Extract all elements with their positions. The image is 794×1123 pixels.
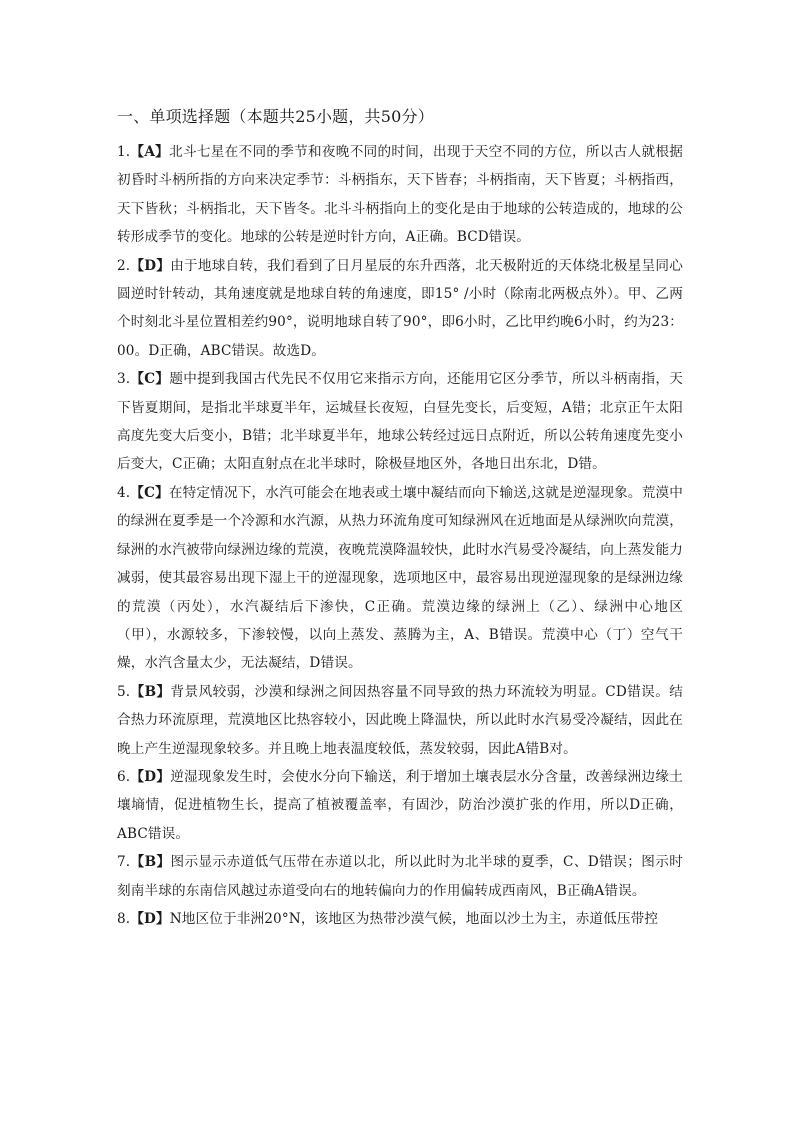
- item-explanation: N地区位于非洲20°N，该地区为热带沙漠气候，地面以沙土为主，赤道低压带控: [169, 910, 659, 927]
- item-number: 8.: [117, 910, 131, 927]
- item-answer: 【D】: [130, 768, 171, 785]
- answer-item-6: [117, 763, 683, 848]
- item-answer: 【C】: [130, 484, 169, 501]
- answer-item-8: [117, 905, 683, 933]
- item-explanation: 题中提到我国古代先民不仅用它来指示方向，还能用它区分季节，所以斗柄南指，天下皆夏期间，是指北半球夏半年，运城昼长夜短，白昼先变长，后变短，A错；北京正午太阳高度先变大后变小，B错；北半球夏半年，地球公转经过远日点附近，所以公转角速度先变小后变大，C正确；太阳直射点在北半球时，除极昼地区外，各地日出东北，D错。: [117, 371, 683, 473]
- answer-item-2: [117, 252, 683, 366]
- item-answer: 【A】: [130, 144, 170, 160]
- item-number: 1.: [117, 144, 131, 160]
- item-explanation: 图示显示赤道低气压带在赤道以北，所以此时为北半球的夏季，C、D错误；图示时刻南半球的东南信风越过赤道受向右的地转偏向力的作用偏转成西南风，B正确A错误。: [117, 854, 683, 899]
- section-title: 一、单项选择题（本题共25小题，共50分）: [117, 107, 434, 126]
- item-explanation: 北斗七星在不同的季节和夜晚不同的时间，出现于天空不同的方位，所以古人就根据初昏时斗柄所指的方向来决定季节：斗柄指东，天下皆春；斗柄指南，天下皆夏；斗柄指西，天下皆秋；斗柄指北，天下皆冬。北斗斗柄指向上的变化是由于地球的公转造成的，地球的公转形成季节的变化。地球的公转是逆时针方向，A正确。BCD错误。: [117, 144, 683, 246]
- item-answer: 【B】: [130, 683, 171, 700]
- item-explanation: 由于地球自转，我们看到了日月星辰的东升西落，北天极附近的天体绕北极星呈同心圆逆时针转动，其角速度就是地球自转的角速度，即15° /小时（除南北两极点外）。甲、乙两个时刻北斗星位置相差约90°，说明地球自转了90°，即6小时，乙比甲约晚6小时，约为23：00。D正确，ABC错误。故选D。: [117, 257, 683, 359]
- item-answer: 【B】: [130, 854, 171, 871]
- item-explanation: 在特定情况下，水汽可能会在地表或土壤中凝结而向下输送,这就是逆湿现象。荒漠中的绿洲在夏季是一个冷源和水汽源，从热力环流角度可知绿洲风在近地面是从绿洲吹向荒漠，绿洲的水汽被带向绿洲边缘的荒漠，夜晚荒漠降温较快，此时水汽易受冷凝结，向上蒸发能力减弱，使其最容易出现下湿上干的逆湿现象，选项地区中，最容易出现逆湿现象的是绿洲边缘的荒漠（丙处），水汽凝结后下渗快，C正确。荒漠边缘的绿洲上（乙）、绿洲中心地区（甲），水源较多，下渗较慢，以向上蒸发、蒸腾为主，A、B错误。荒漠中心（丁）空气干燥，水汽含量太少，无法凝结，D错误。: [117, 484, 683, 672]
- item-explanation: 逆湿现象发生时，会使水分向下输送，利于增加土壤表层水分含量，改善绿洲边缘土壤墒情，促进植物生长，提高了植被覆盖率，有固沙，防治沙漠扩张的作用，所以D正确，ABC错误。: [117, 768, 683, 842]
- item-answer: 【D】: [130, 257, 171, 274]
- answer-item-7: [117, 848, 683, 905]
- answer-item-3: [117, 365, 683, 479]
- item-number: 4.: [117, 484, 131, 501]
- item-explanation: 背景风较弱，沙漠和绿洲之间因热容量不同导致的热力环流较为明显。CD错误。结合热力环流原理，荒漠地区比热容较小，因此晚上降温快，所以此时水汽易受冷凝结，因此在晚上产生逆湿现象较多。并且晚上地表温度较低，蒸发较弱，因此A错B对。: [117, 683, 683, 757]
- item-number: 2.: [117, 257, 131, 274]
- answer-page: [117, 104, 683, 933]
- answer-item-1: [117, 138, 683, 252]
- item-number: 5.: [117, 683, 131, 700]
- answer-item-5: [117, 678, 683, 763]
- answer-item-4: [117, 479, 683, 678]
- item-number: 7.: [117, 854, 131, 871]
- item-answer: 【D】: [130, 910, 170, 927]
- item-answer: 【C】: [130, 371, 170, 388]
- item-number: 3.: [117, 371, 131, 388]
- item-number: 6.: [117, 768, 131, 785]
